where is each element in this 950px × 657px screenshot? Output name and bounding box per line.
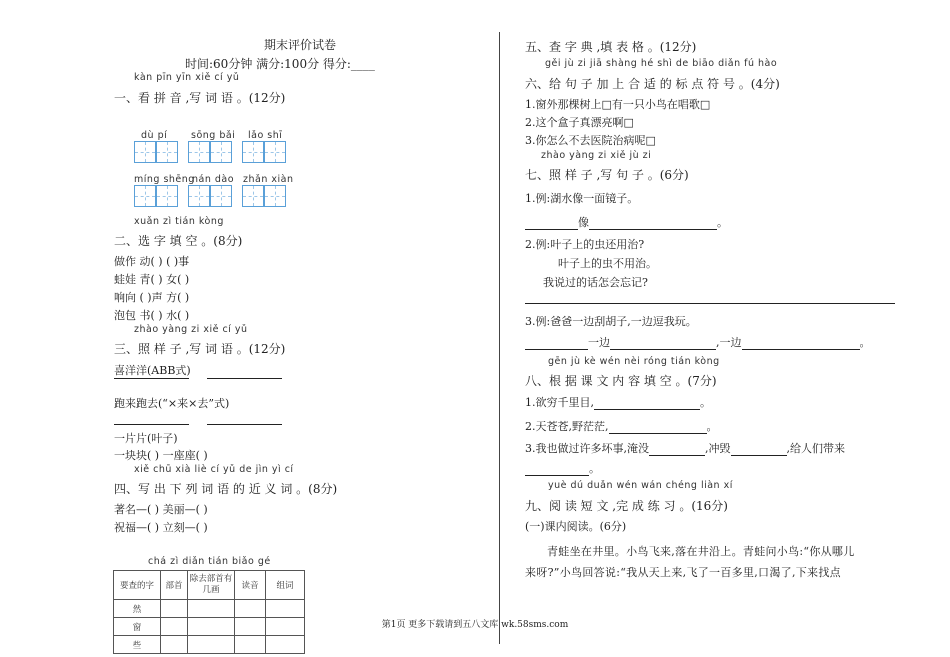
sec8-line-2 — [525, 418, 718, 434]
writing-cell[interactable] — [210, 185, 232, 207]
answer-line[interactable] — [731, 443, 787, 456]
sec8-line-3-text: 3.我也做过许多坏事,淹没 — [525, 442, 649, 455]
table-header-cell: 读音 — [235, 571, 266, 600]
sec6-item-3: 3.你怎么不去医院治病呢□ — [525, 134, 656, 147]
table-header-cell: 除去部首有几画 — [188, 571, 235, 600]
sec8-line-3-cont — [525, 460, 600, 476]
answer-line[interactable] — [114, 424, 189, 425]
table-header-row — [114, 571, 305, 600]
sec7-example-2-question: 我说过的话怎会忘记? — [543, 276, 648, 289]
sec2-pinyin: xuǎn zì tián kòng — [134, 216, 224, 227]
sec4-pinyin: xiě chū xià liè cí yǔ de jìn yì cí — [134, 464, 294, 475]
sec3-example-3-answers: 一块块( ) 一座座( ) — [114, 449, 208, 462]
sec1-word-5: nán dào — [192, 174, 235, 185]
period-mark: 。 — [706, 420, 718, 433]
answer-line[interactable] — [525, 303, 895, 304]
writing-cell[interactable] — [156, 185, 178, 207]
sec6-pinyin: gěi jù zi jiā shàng hé shì de biāo diǎn fú hào — [545, 58, 778, 69]
sec8-line-3 — [525, 440, 845, 456]
writing-cell[interactable] — [134, 185, 156, 207]
answer-line[interactable] — [589, 217, 717, 230]
sec4-title: 四、写 出 下 列 词 语 的 近 义 词 。(8分) — [114, 482, 338, 496]
sec5-table-pinyin: chá zì diǎn tián biǎo gé — [148, 556, 271, 567]
answer-line[interactable] — [610, 337, 716, 350]
table-cell[interactable] — [266, 636, 305, 654]
sec9-pinyin: yuè dú duǎn wén wán chéng liàn xí — [548, 480, 733, 491]
writing-cell[interactable] — [188, 141, 210, 163]
sec9-paragraph-line-2: 来呀?”小鸟回答说:“我从天上来,飞了一百多里,口渴了,下来找点 — [525, 566, 841, 579]
sec3-pinyin: zhào yàng zi xiě cí yǔ — [134, 324, 248, 335]
table-cell-char: 窗 — [114, 618, 161, 636]
page-footer: 第1页 更多下载请到五八文库 wk.58sms.com — [381, 620, 569, 630]
answer-line[interactable] — [114, 378, 189, 379]
answer-line[interactable] — [207, 424, 282, 425]
sec3-title: 三、照 样 子 ,写 词 语 。(12分) — [114, 342, 286, 356]
answer-line[interactable] — [742, 337, 860, 350]
sec8-line-3-c: ,给人们带来 — [786, 442, 845, 455]
sec4-line-2: 祝福—( ) 立刻—( ) — [114, 521, 208, 534]
sec9-paragraph-line-1: 青蛙坐在井里。小鸟飞来,落在井沿上。青蛙问小鸟:“你从哪儿 — [547, 545, 855, 558]
table-cell[interactable] — [188, 636, 235, 654]
sec7-ex3-row — [525, 334, 871, 350]
table-cell[interactable] — [161, 636, 188, 654]
sec2-line-4: 泡包 书( ) 水( ) — [114, 309, 190, 322]
sec5-title: 五、查 字 典 ,填 表 格 。(12分) — [525, 40, 697, 54]
sec6-title: 六、给 句 子 加 上 合 适 的 标 点 符 号 。(4分) — [525, 77, 780, 91]
sec7-pinyin: zhào yàng zi xiě jù zi — [541, 150, 652, 161]
period-mark: 。 — [589, 462, 600, 475]
table-row — [114, 600, 305, 618]
sec6-item-1: 1.窗外那棵树上□有一只小鸟在唱歌□ — [525, 98, 711, 111]
writing-cell[interactable] — [134, 141, 156, 163]
answer-line[interactable] — [649, 443, 705, 456]
column-divider — [499, 32, 500, 644]
sec7-example-3: 3.例:爸爸一边刮胡子,一边逗我玩。 — [525, 315, 697, 328]
sec4-line-1: 著名—( ) 美丽—( ) — [114, 503, 208, 516]
answer-line[interactable] — [525, 337, 588, 350]
answer-line[interactable] — [594, 397, 700, 410]
writing-cell[interactable] — [242, 185, 264, 207]
sec7-ex1-mid: 像 — [578, 216, 589, 229]
sec8-line-3-b: ,冲毁 — [705, 442, 731, 455]
answer-line[interactable] — [609, 421, 707, 434]
table-header-cell: 要查的字 — [114, 571, 161, 600]
sec2-line-1: 做作 动( ) ( )事 — [114, 255, 190, 268]
sec9-title: 九、阅 读 短 文 ,完 成 练 习 。(16分) — [525, 499, 728, 513]
writing-cell[interactable] — [242, 141, 264, 163]
table-row — [114, 636, 305, 654]
table-cell[interactable] — [161, 600, 188, 618]
sec1-word-1: dù pí — [141, 130, 168, 141]
dictionary-table — [113, 570, 305, 654]
sec1-word-6: zhǎn xiàn — [243, 174, 294, 185]
sec1-word-4: míng shēng — [134, 174, 195, 185]
sec3-example-3: 一片片(叶子) — [114, 432, 178, 445]
sec6-item-2: 2.这个盒子真漂亮啊□ — [525, 116, 634, 129]
table-cell[interactable] — [235, 636, 266, 654]
sec8-pinyin: gēn jù kè wén nèi róng tián kòng — [548, 356, 720, 367]
table-cell[interactable] — [266, 600, 305, 618]
writing-cell[interactable] — [188, 185, 210, 207]
writing-cell[interactable] — [210, 141, 232, 163]
sec1-title: 一、看 拼 音 ,写 词 语 。(12分) — [114, 91, 286, 105]
period-mark: 。 — [859, 336, 871, 349]
sec1-word-3: lǎo shī — [248, 130, 283, 141]
sec3-example-1: 喜洋洋(ABB式) — [114, 364, 191, 377]
sec2-title: 二、选 字 填 空 。(8分) — [114, 234, 243, 248]
sec7-ex1-row — [525, 214, 728, 230]
sec7-title: 七、照 样 子 ,写 句 子 。(6分) — [525, 168, 689, 182]
sec7-ex3-a: 一边 — [588, 336, 610, 349]
page-title: 期末评价试卷 — [264, 38, 337, 52]
answer-line[interactable] — [525, 463, 589, 476]
period-mark: 。 — [700, 396, 711, 409]
answer-line[interactable] — [525, 217, 578, 230]
table-header-cell: 组词 — [266, 571, 305, 600]
sec8-line-2-text: 2.天苍苍,野茫茫, — [525, 420, 609, 433]
writing-cell[interactable] — [264, 141, 286, 163]
writing-cell[interactable] — [264, 185, 286, 207]
answer-line[interactable] — [207, 378, 282, 379]
table-cell[interactable] — [188, 600, 235, 618]
table-header-cell: 部首 — [161, 571, 188, 600]
sec1-pinyin: kàn pīn yīn xiě cí yǔ — [134, 72, 240, 83]
table-cell[interactable] — [235, 600, 266, 618]
sec7-ex3-b: ,一边 — [716, 336, 742, 349]
table-cell-char: 些 — [114, 636, 161, 654]
sec2-line-3: 响向 ( )声 方( ) — [114, 291, 190, 304]
sec7-example-2-answer: 叶子上的虫不用治。 — [558, 257, 657, 270]
sec2-line-2: 蛙娃 青( ) 女( ) — [114, 273, 190, 286]
sec8-line-1-text: 1.欲穷千里目, — [525, 396, 594, 409]
sec8-title: 八、根 据 课 文 内 容 填 空 。(7分) — [525, 374, 717, 388]
sec1-word-2: sōng bǎi — [191, 130, 236, 141]
sec7-example-2: 2.例:叶子上的虫还用治? — [525, 238, 645, 251]
table-cell-char: 然 — [114, 600, 161, 618]
exam-meta: 时间:60分钟 满分:100分 得分:____ — [185, 57, 375, 71]
period-mark: 。 — [717, 216, 728, 229]
sec8-line-1 — [525, 394, 711, 410]
sec7-example-1: 1.例:湖水像一面镜子。 — [525, 192, 639, 205]
sec9-subtitle: (一)课内阅读。(6分) — [525, 520, 627, 533]
writing-cell[interactable] — [156, 141, 178, 163]
sec3-example-2: 跑来跑去(“×来×去”式) — [114, 397, 230, 410]
